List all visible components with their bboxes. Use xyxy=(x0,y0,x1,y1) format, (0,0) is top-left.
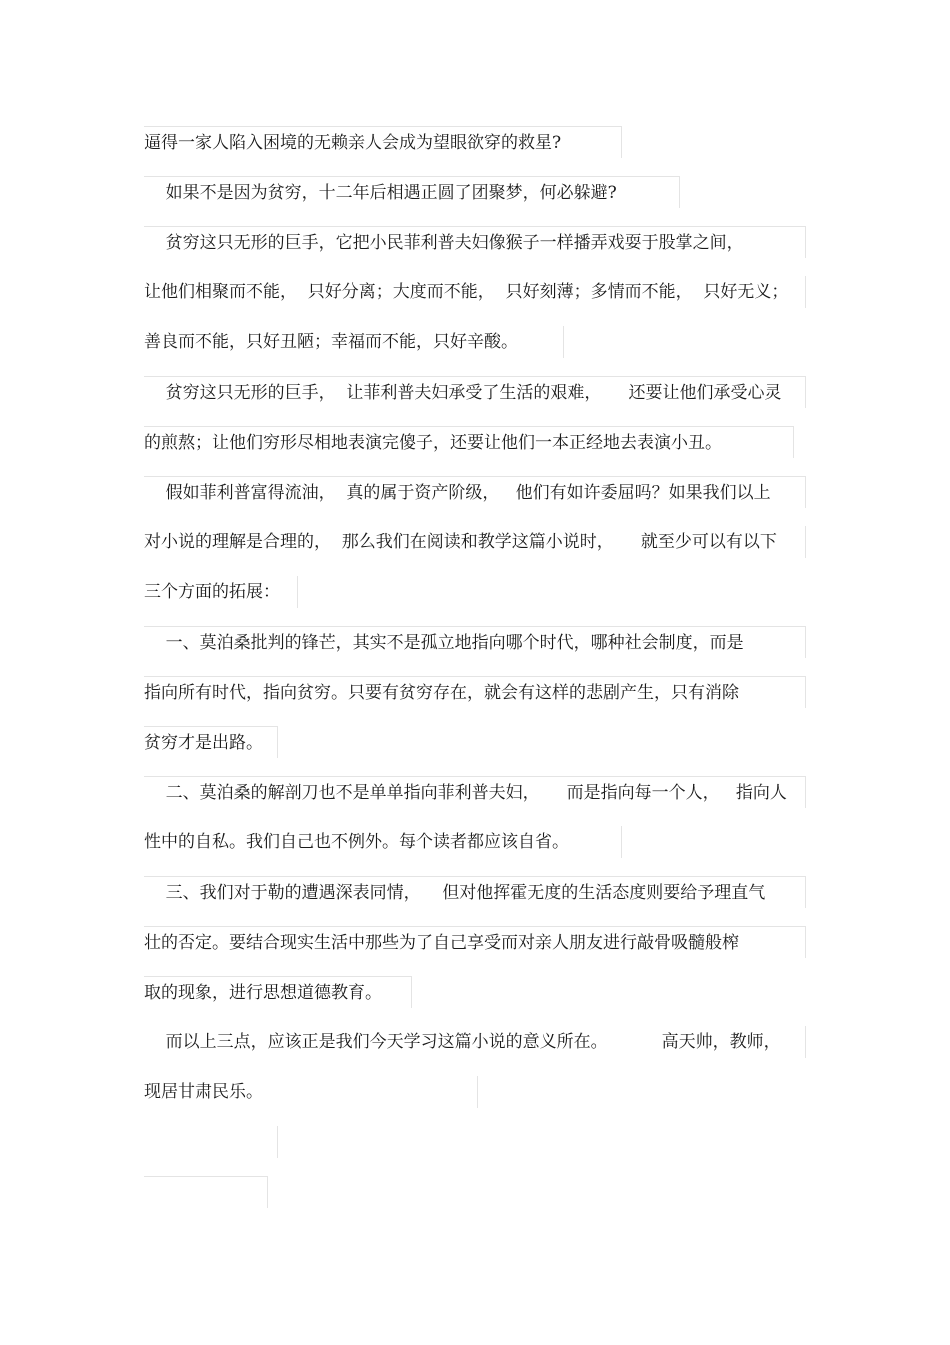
text-line: 指向所有时代，指向贫穷。只要有贫穷存在，就会有这样的悲剧产生，只有消除 xyxy=(144,676,806,708)
text-line: 的煎熬；让他们穷形尽相地表演完傻子，还要让他们一本正经地去表演小丑。 xyxy=(144,426,794,458)
text-line: 贫穷这只无形的巨手，它把小民菲利普夫妇像猴子一样播弄戏耍于股掌之间， xyxy=(144,226,806,258)
text-line: 取的现象，进行思想道德教育。 xyxy=(144,976,412,1008)
text-line: 一、莫泊桑批判的锋芒，其实不是孤立地指向哪个时代，哪种社会制度，而是 xyxy=(144,626,806,658)
text-line: 三、我们对于勒的遭遇深表同情， 但对他挥霍无度的生活态度则要给予理直气 xyxy=(144,876,806,908)
text-line: 壮的否定。要结合现实生活中那些为了自己享受而对亲人朋友进行敲骨吸髓般榨 xyxy=(144,926,806,958)
text-line: 贫穷才是出路。 xyxy=(144,726,278,758)
text-line: 假如菲利普富得流油， 真的属于资产阶级， 他们有如许委屈吗？如果我们以上 xyxy=(144,476,806,508)
text-line: 性中的自私。我们自己也不例外。每个读者都应该自省。 xyxy=(144,826,622,858)
text-line: 而以上三点，应该正是我们今天学习这篇小说的意义所在。 高天帅，教师， xyxy=(144,1026,806,1058)
text-line: 如果不是因为贫穷，十二年后相遇正圆了团聚梦，何必躲避? xyxy=(144,176,680,208)
text-line: 二、莫泊桑的解剖刀也不是单单指向菲利普夫妇， 而是指向每一个人， 指向人 xyxy=(144,776,806,808)
text-line: 贫穷这只无形的巨手， 让菲利普夫妇承受了生活的艰难， 还要让他们承受心灵 xyxy=(144,376,806,408)
text-line: 对小说的理解是合理的， 那么我们在阅读和教学这篇小说时， 就至少可以有以下 xyxy=(144,526,806,558)
text-line: 逼得一家人陷入困境的无赖亲人会成为望眼欲穿的救星? xyxy=(144,126,622,158)
text-line: 现居甘肃民乐。 xyxy=(144,1076,478,1108)
text-line: 让他们相聚而不能， 只好分离；大度而不能， 只好刻薄；多情而不能， 只好无义； xyxy=(144,276,806,308)
empty-line-box xyxy=(144,1126,278,1158)
empty-line-box xyxy=(144,1176,268,1208)
text-line: 善良而不能，只好丑陋；幸福而不能，只好辛酸。 xyxy=(144,326,564,358)
text-line: 三个方面的拓展： xyxy=(144,576,298,608)
